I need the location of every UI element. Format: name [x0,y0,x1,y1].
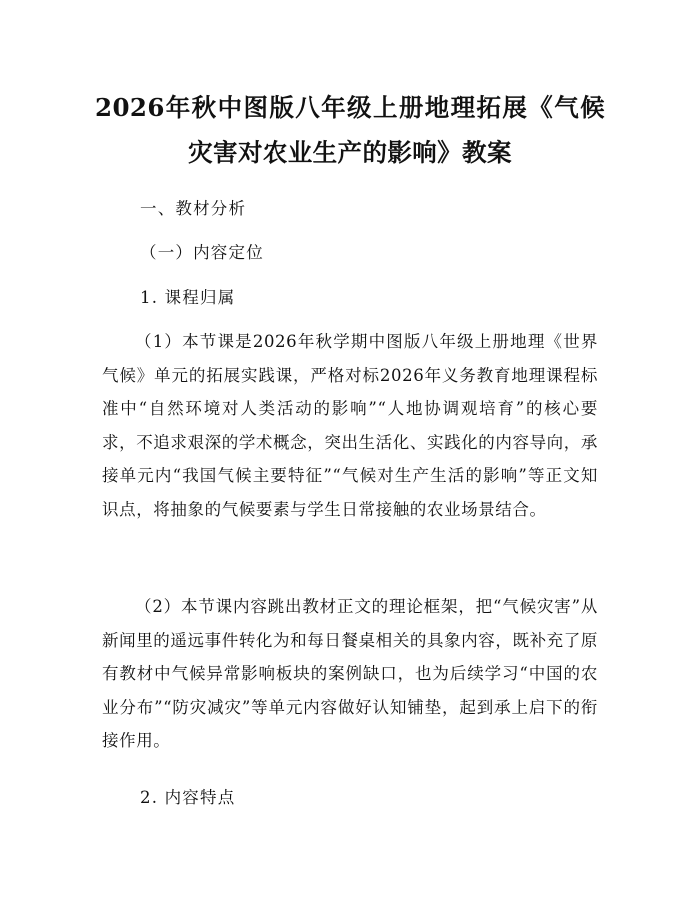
paragraph-course-affiliation-2: （2）本节课内容跳出教材正文的理论框架，把“气候灾害”从新闻里的遥远事件转化为和每日餐桌相关的具象内容，既补充了原有教材中气候异常影响板块的案例缺口，也为后续学习“中国的农业分布”“防灾减灾”等单元内容做好认知铺垫，起到承上启下的衔接作用。 [102,597,598,750]
item-heading-course-affiliation: 1. 课程归属 [140,288,236,307]
item-heading-content-features: 2. 内容特点 [140,788,236,807]
paragraph-course-affiliation-1: （1）本节课是2026年秋学期中图版八年级上册地理《世界气候》单元的拓展实践课，严格对标2026年义务教育地理课程标准中“自然环境对人类活动的影响”“人地协调观培育”的核心要求，不追求艰深的学术概念，突出生活化、实践化的内容导向，承接单元内“我国气候主要特征”“气候对生产生活的影响”等正文知识点，将抽象的气候要素与学生日常接触的农业场景结合。 [102,332,598,519]
document-title: 2026年秋中图版八年级上册地理拓展《气候灾害对农业生产的影响》教案 [95,93,605,167]
subsection-heading-content-positioning: （一）内容定位 [140,243,264,262]
section-heading-textbook-analysis: 一、教材分析 [140,199,247,218]
